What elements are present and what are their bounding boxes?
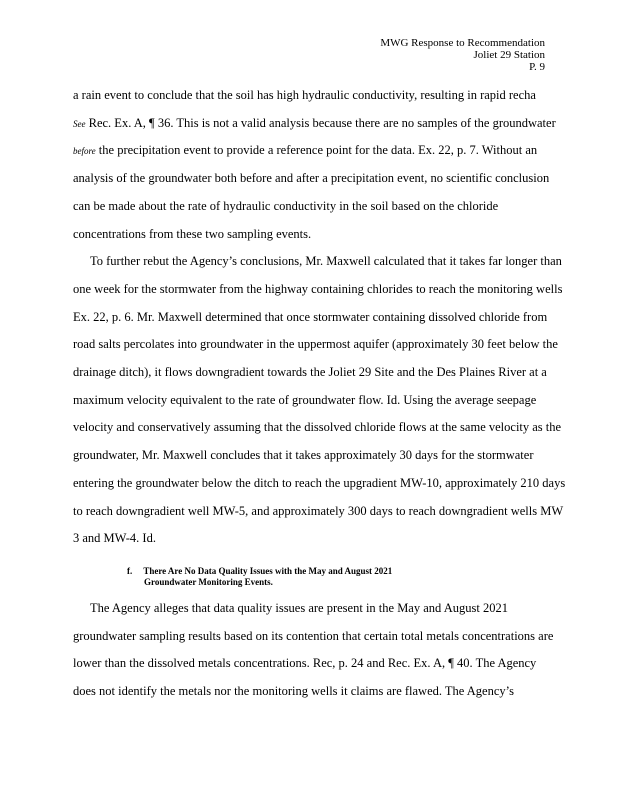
citation-signal: before <box>73 146 96 157</box>
text-line <box>73 227 311 242</box>
text-line <box>73 337 558 352</box>
text-run: lower than the dissolved metals concentrations. Rec, p. 24 and Rec. Ex. A, ¶ 40. The Agency <box>73 656 537 671</box>
header-title: MWG Response to Recommendation <box>380 37 545 49</box>
text-run: Rec. Ex. A, ¶ 36. This is not a valid analysis because there are no samples of the groundwater <box>85 115 556 130</box>
text-run: To further rebut the Agency’s conclusions, Mr. Maxwell calculated that it takes far longer than <box>90 254 562 269</box>
text-line <box>73 143 537 158</box>
page-number: P. 9 <box>529 61 545 73</box>
text-run: drainage ditch), it flows downgradient towards the Joliet 29 Site and the Des Plaines River at a <box>73 365 547 379</box>
text-line <box>73 365 547 380</box>
text-line <box>73 629 553 644</box>
text-run: The Agency alleges that data quality issues are present in the May and August 2021 <box>90 601 508 615</box>
text-run: one week for the stormwater from the highway containing chlorides to reach the monitoring wells <box>73 281 563 296</box>
text-line <box>73 310 547 325</box>
text-run: to reach downgradient well MW-5, and approximately 300 days to reach downgradient wells MW <box>73 503 564 518</box>
text-line <box>73 684 514 699</box>
text-line <box>73 504 563 519</box>
text-line <box>73 656 536 671</box>
text-line <box>73 88 536 103</box>
text-line <box>73 116 556 131</box>
text-run: road salts percolates into groundwater in the uppermost aquifer (approximately 30 feet below the <box>73 337 558 352</box>
header-station: Joliet 29 Station <box>473 49 545 61</box>
text-run: concentrations from these two sampling events. <box>73 226 312 241</box>
section-heading <box>127 566 547 588</box>
text-run: groundwater sampling results based on its contention that certain total metals concentrations are <box>73 628 554 643</box>
citation-signal: See <box>73 118 86 129</box>
text-line <box>73 199 498 214</box>
text-line <box>73 282 562 297</box>
page-header <box>380 37 545 73</box>
section-heading-label: f. <box>127 566 133 576</box>
text-line <box>73 476 565 491</box>
text-run: Ex. 22, p. 6. Mr. Maxwell determined that once stormwater containing dissolved chloride from <box>73 309 548 324</box>
text-line <box>73 448 534 463</box>
section-heading-line2: Groundwater Monitoring Events. <box>144 577 273 587</box>
section-heading-line1: There Are No Data Quality Issues with the May and August 2021 <box>143 566 393 576</box>
text-run: entering the groundwater below the ditch to reach the upgradient MW-10, approximately 210 days <box>73 475 566 490</box>
text-line <box>90 254 562 269</box>
text-run: the precipitation event to provide a reference point for the data. Ex. 22, p. 7. Without an <box>95 143 538 158</box>
text-run: maximum velocity equivalent to the rate of groundwater flow. Id. Using the average seepage <box>73 392 537 407</box>
text-run: 3 and MW-4. Id. <box>73 531 156 546</box>
text-line <box>73 171 549 186</box>
text-line <box>73 420 561 435</box>
text-run: does not identify the metals nor the monitoring wells it claims are flawed. The Agency’s <box>73 684 514 699</box>
text-line <box>90 601 508 616</box>
text-run: can be made about the rate of hydraulic conductivity in the soil based on the chloride <box>73 198 499 213</box>
text-run: a rain event to conclude that the soil has high hydraulic conductivity, resulting in rapid recha <box>73 88 536 102</box>
text-line <box>73 393 536 408</box>
text-run: velocity and conservatively assuming that the dissolved chloride flows at the same velocity as the <box>73 420 562 435</box>
text-run: groundwater, Mr. Maxwell concludes that it takes approximately 30 days for the stormwater <box>73 448 534 463</box>
text-run: analysis of the groundwater both before and after a precipitation event, no scientific conclusion <box>73 171 550 186</box>
text-line <box>73 531 156 546</box>
